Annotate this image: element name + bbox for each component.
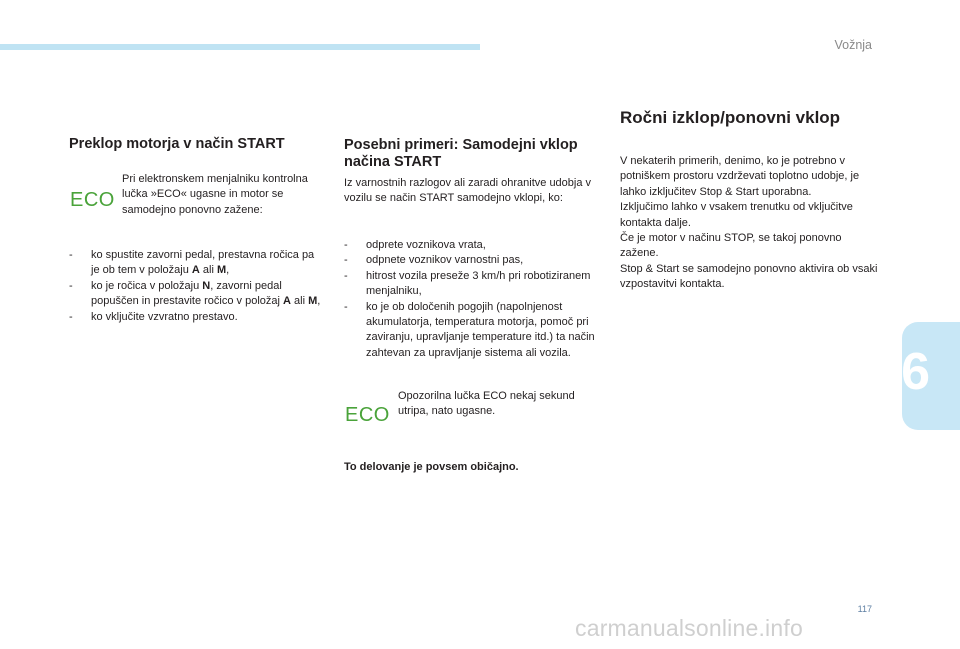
list-item: - ko je ročica v položaju N, zavorni pedal popuščen in prestavite ročico v položaj A ali M, bbox=[69, 279, 324, 310]
col3-body bbox=[620, 154, 882, 293]
list-item: - hitrost vozila preseže 3 km/h pri robotiziranem menjalniku, bbox=[344, 269, 602, 300]
paragraph: Izključimo lahko v vsakem trenutku od vključitve kontakta dalje. bbox=[620, 201, 853, 229]
paragraph: V nekaterih primerih, denimo, ko je potrebno v potniškem prostoru vzdrževati toplotno udobje, je lahko izključitev Stop & Start uporabna. bbox=[620, 155, 860, 198]
col3-title: Ročni izklop/ponovni vklop bbox=[620, 108, 841, 127]
paragraph: Če je motor v načinu STOP, se takoj ponovno zažene. bbox=[620, 232, 842, 260]
list-item: - odprete voznikova vrata, bbox=[344, 238, 602, 253]
eco-warning-light-icon: ECO bbox=[345, 404, 390, 426]
col1-intro: Pri elektronskem menjalniku kontrolna lučka »ECO« ugasne in motor se samodejno ponovno zažene: bbox=[122, 173, 308, 216]
list-item: - ko spustite zavorni pedal, prestavna ročica pa je ob tem v položaju A ali M, bbox=[69, 248, 324, 279]
header-accent-bar bbox=[0, 44, 480, 50]
col2-icon-note: Opozorilna lučka ECO nekaj sekund utripa, nato ugasne. bbox=[398, 390, 575, 418]
col2-list bbox=[344, 238, 602, 361]
col2-intro: Iz varnostnih razlogov ali zaradi ohranitve udobja v vozilu se način START samodejno vklopi, ko: bbox=[344, 177, 592, 205]
col2-bold-note: To delovanje je povsem običajno. bbox=[344, 461, 519, 473]
list-item: - ko je ob določenih pogojih (napolnjenost akumulatorja, temperatura motorja, pomoč pri zaviranju, upravljanje temperature itd.) ta način zahtevan za upravljanje sistema ali vozila. bbox=[344, 300, 602, 362]
col1-list bbox=[69, 248, 324, 325]
watermark: carmanualsonline.info bbox=[575, 615, 803, 641]
paragraph: Stop & Start se samodejno ponovno aktivira ob vsaki vzpostavitvi kontakta. bbox=[620, 262, 878, 291]
list-item: - ko vključite vzvratno prestavo. bbox=[69, 310, 324, 325]
eco-warning-light-icon: ECO bbox=[70, 189, 115, 211]
chapter-number: 6 bbox=[901, 343, 930, 401]
list-item: - odpnete voznikov varnostni pas, bbox=[344, 253, 602, 268]
col2-title: Posebni primeri: Samodejni vklop načina START bbox=[344, 137, 578, 170]
section-label: Vožnja bbox=[834, 38, 872, 52]
page-number: 117 bbox=[857, 604, 872, 614]
col1-title: Preklop motorja v način START bbox=[69, 136, 285, 152]
